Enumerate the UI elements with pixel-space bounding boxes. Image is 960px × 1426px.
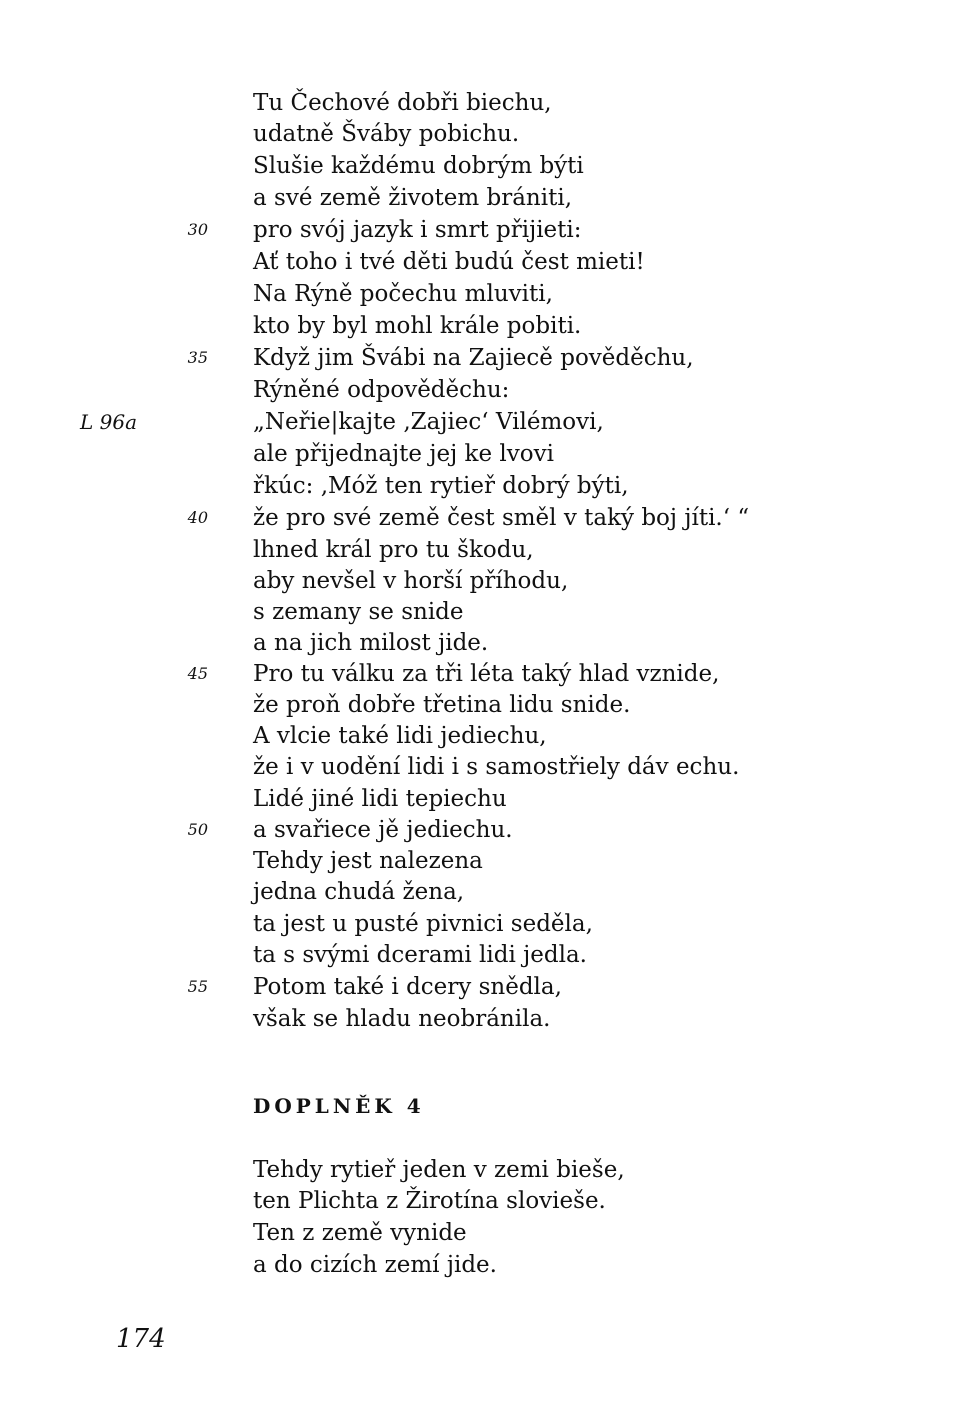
verse-line: že proň dobře třetina lidu snide. <box>253 692 631 718</box>
verse-line: s zemany se snide <box>253 599 464 625</box>
verse-line: udatně Šváby pobichu. <box>253 121 520 147</box>
page-number: 174 <box>116 1324 166 1354</box>
verse-line: a do cizích zemí jide. <box>253 1252 497 1278</box>
line-number: 50 <box>187 820 208 839</box>
verse-line: Rýněné odpověděchu: <box>253 377 510 403</box>
section-heading: DOPLNĚK 4 <box>253 1094 425 1118</box>
line-number: 30 <box>187 220 208 239</box>
verse-line: Ať toho i tvé děti budú čest mieti! <box>253 249 645 275</box>
line-number: 40 <box>187 508 208 527</box>
verse-line: aby nevšel v horší příhodu, <box>253 568 569 594</box>
verse-line: kto by byl mohl krále pobiti. <box>253 313 582 339</box>
verse-line: a svařiece jě jediechu. <box>253 817 513 843</box>
line-number: 45 <box>187 664 208 683</box>
verse-line: Tu Čechové dobři biechu, <box>253 90 552 116</box>
verse-line: Na Rýně počechu mluviti, <box>253 281 553 307</box>
verse-line: Slušie každému dobrým býti <box>253 153 584 179</box>
verse-line: řkúc: ‚Móž ten rytieř dobrý býti, <box>253 473 629 499</box>
verse-line: Potom také i dcery snědla, <box>253 974 562 1000</box>
verse-line: Když jim Švábi na Zajiecě pověděchu, <box>253 345 694 371</box>
verse-line: ta s svými dcerami lidi jedla. <box>253 942 587 968</box>
margin-note: L 96a <box>80 410 138 434</box>
verse-line: A vlcie také lidi jediechu, <box>253 723 547 749</box>
verse-line: že pro své země čest směl v taký boj jíti.‘ “ <box>253 505 750 531</box>
verse-line: Lidé jiné lidi tepiechu <box>253 786 507 812</box>
verse-line: ale přijednajte jej ke lvovi <box>253 441 554 467</box>
verse-line: že i v uodění lidi i s samostřiely dáv echu. <box>253 754 740 780</box>
verse-line: Pro tu válku za tři léta taký hlad vznide, <box>253 661 720 687</box>
verse-line: ten Plichta z Žirotína slovieše. <box>253 1188 606 1214</box>
verse-line: Tehdy jest nalezena <box>253 848 483 874</box>
verse-line: Ten z země vynide <box>253 1220 467 1246</box>
line-number: 35 <box>187 348 208 367</box>
verse-line: a na jich milost jide. <box>253 630 489 656</box>
verse-line: jedna chudá žena, <box>253 879 465 905</box>
verse-line: „Neřie|kajte ‚Zajiec‘ Vilémovi, <box>253 409 604 435</box>
verse-line: Tehdy rytieř jeden v zemi bieše, <box>253 1157 625 1183</box>
line-number: 55 <box>187 977 208 996</box>
verse-line: a své země životem brániti, <box>253 185 573 211</box>
verse-line: ta jest u pusté pivnici seděla, <box>253 911 593 937</box>
verse-line: pro svój jazyk i smrt přijieti: <box>253 217 582 243</box>
verse-line: však se hladu neobránila. <box>253 1006 551 1032</box>
verse-line: lhned král pro tu škodu, <box>253 537 534 563</box>
